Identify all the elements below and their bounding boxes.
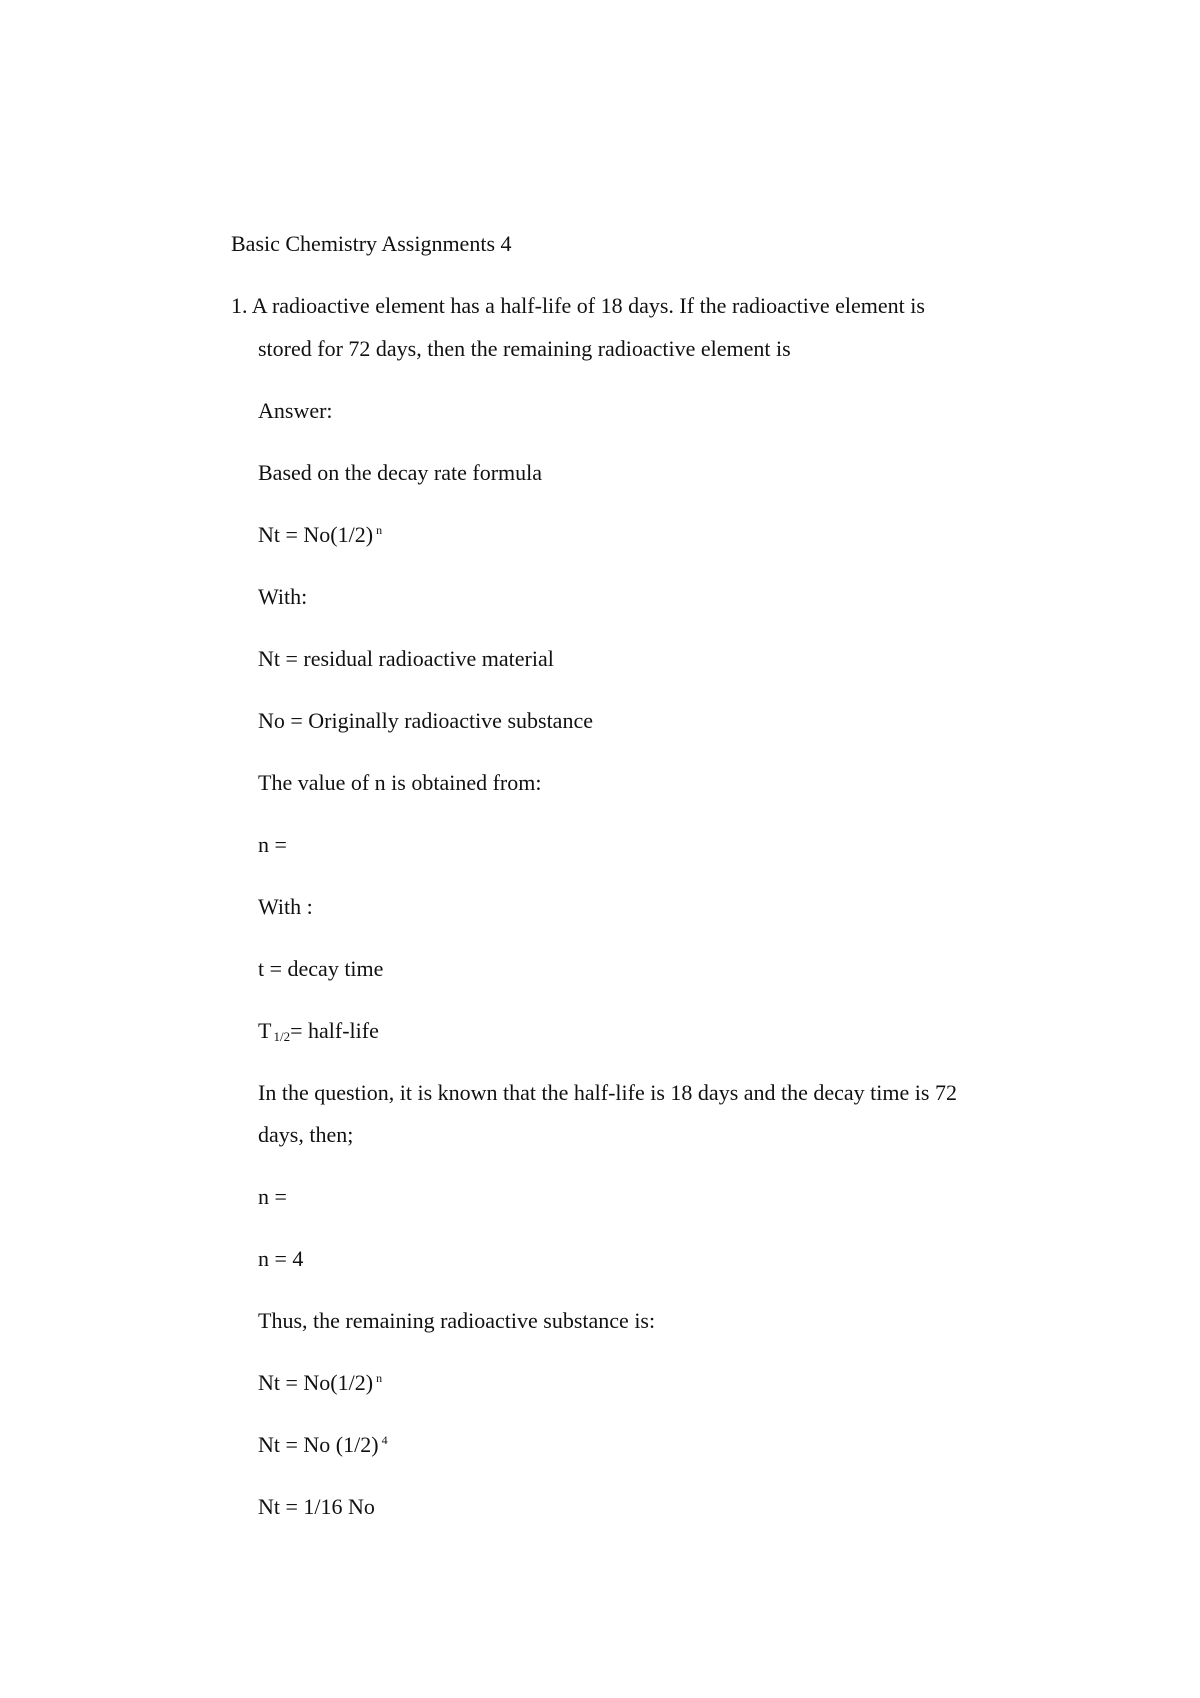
context-line-1: In the question, it is known that the half-life is 18 days and the decay time is 72	[258, 1080, 957, 1105]
question-text-2: stored for 72 days, then the remaining radioactive element is	[258, 336, 791, 361]
context-line-2: days, then;	[258, 1122, 354, 1147]
formula-exponent: 4	[381, 1433, 388, 1447]
thus-statement: Thus, the remaining radioactive substance is:	[258, 1308, 656, 1333]
definition-t: t = decay time	[258, 956, 384, 981]
definition-no: No = Originally radioactive substance	[258, 708, 593, 733]
formula-intro: Based on the decay rate formula	[258, 460, 543, 485]
half-life-definition: = half-life	[290, 1018, 379, 1043]
question-number: 1.	[231, 293, 248, 318]
half-life-symbol: T	[258, 1018, 272, 1043]
question-text-1: A radioactive element has a half-life of 18 days. If the radioactive element is	[251, 293, 925, 318]
formula-base: Nt = No(1/2)	[258, 522, 374, 547]
formula-decay-general	[258, 522, 382, 548]
n-equation-3: n = 4	[258, 1246, 304, 1271]
with-label-1: With:	[258, 584, 308, 609]
final-result: Nt = 1/16 No	[258, 1494, 375, 1519]
definition-half-life	[258, 1018, 379, 1044]
definition-nt: Nt = residual radioactive material	[258, 646, 554, 671]
question-line-1	[231, 293, 925, 319]
formula-decay-substituted	[258, 1432, 388, 1458]
document-title: Basic Chemistry Assignments 4	[231, 231, 512, 256]
with-label-2: With :	[258, 894, 313, 919]
formula-decay-restated	[258, 1370, 382, 1396]
n-intro: The value of n is obtained from:	[258, 770, 542, 795]
n-equation-1: n =	[258, 832, 287, 857]
half-life-subscript: 1/2	[273, 1029, 291, 1044]
formula-exponent: n	[376, 1371, 383, 1385]
formula-base: Nt = No(1/2)	[258, 1370, 374, 1395]
n-equation-2: n =	[258, 1184, 287, 1209]
formula-exponent: n	[376, 523, 383, 537]
answer-label: Answer:	[258, 398, 333, 423]
formula-base: Nt = No (1/2)	[258, 1432, 379, 1457]
